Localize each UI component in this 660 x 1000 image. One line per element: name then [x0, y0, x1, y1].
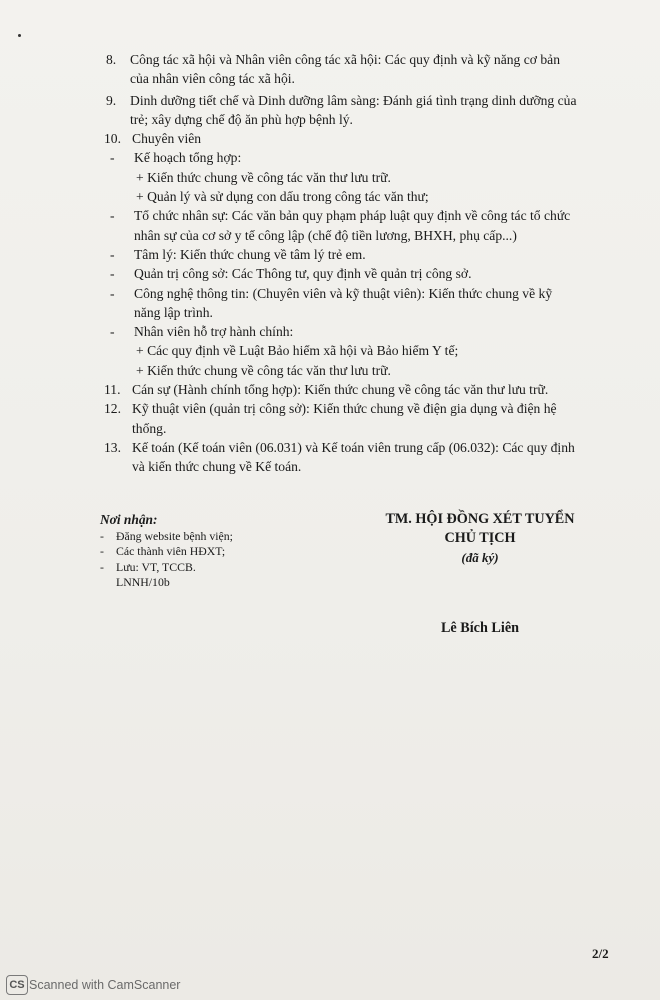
- camscanner-logo-icon: CS: [6, 975, 28, 995]
- recipient-item: - Đăng website bệnh viện;: [100, 528, 233, 543]
- bullet-quan-tri: - Quản trị công sở: Các Thông tư, quy định về quản trị công sở.: [110, 266, 472, 282]
- bullet-tam-ly: - Tâm lý: Kiến thức chung về tâm lý trẻ em.: [110, 246, 366, 262]
- recipients-title: Nơi nhận:: [100, 512, 158, 527]
- signature-status: (đã ký): [461, 550, 499, 565]
- sub-item: + Quản lý và sử dụng con dấu trong công tác văn thư;: [136, 189, 429, 205]
- recipient-reference: LNNH/10b: [116, 575, 170, 589]
- list-item-10: 10. Chuyên viên: [104, 131, 202, 147]
- signature-role: CHỦ TỊCH: [444, 530, 516, 546]
- list-item-8: 8. Công tác xã hội và Nhân viên công tác xã hội: Các quy định và kỹ năng cơ bản của nhân viên công tác xã hội.: [106, 52, 560, 87]
- recipient-item: - Các thành viên HĐXT;: [100, 544, 226, 558]
- page-number: 2/2: [592, 946, 609, 961]
- list-item-11: 11. Cán sự (Hành chính tổng hợp): Kiến thức chung về công tác văn thư lưu trữ.: [104, 382, 549, 398]
- recipients-block: [100, 512, 320, 591]
- recipient-item: - Lưu: VT, TCCB.: [100, 559, 196, 574]
- watermark-text: Scanned with CamScanner: [29, 978, 181, 992]
- document-body: [104, 50, 624, 477]
- sub-item: + Các quy định về Luật Bảo hiểm xã hội và Bảo hiểm Y tế;: [136, 343, 459, 359]
- sub-item: + Kiến thức chung về công tác văn thư lưu trữ.: [136, 362, 391, 378]
- scan-speck: [18, 34, 21, 37]
- bullet-nhan-vien: - Nhân viên hỗ trợ hành chính:: [110, 324, 294, 340]
- list-item-12: 12. Kỹ thuật viên (quản trị công sở): Kiến thức chung về điện gia dụng và điện hệ thống.: [104, 401, 557, 436]
- bullet-cong-nghe: - Công nghệ thông tin: (Chuyên viên và kỹ thuật viên): Kiến thức chung về kỹ năng lập trình.: [110, 285, 553, 320]
- sub-item: + Kiến thức chung về công tác văn thư lưu trữ.: [136, 169, 391, 185]
- list-item-13: 13. Kế toán (Kế toán viên (06.031) và Kế toán viên trung cấp (06.032): Các quy định và kiến thức chung về Kế toán.: [104, 439, 575, 475]
- signer-name: Lê Bích Liên: [440, 620, 520, 636]
- signature-org: TM. HỘI ĐỒNG XÉT TUYỂN: [385, 511, 575, 527]
- signature-block: [340, 510, 620, 567]
- list-item-9: 9. Dinh dưỡng tiết chế và Dinh dưỡng lâm sàng: Đánh giá tình trạng dinh dưỡng của trẻ; xây dựng chế độ ăn phù hợp bệnh lý.: [106, 92, 577, 127]
- scanner-watermark: [6, 975, 180, 995]
- bullet-to-chuc: - Tổ chức nhân sự: Các văn bản quy phạm pháp luật quy định về công tác tổ chức nhân sự của cơ sở y tế công lập (chế độ tiền lương, BHXH, phụ cấp...): [110, 208, 571, 243]
- bullet-ke-hoach: - Kế hoạch tổng hợp:: [110, 150, 242, 166]
